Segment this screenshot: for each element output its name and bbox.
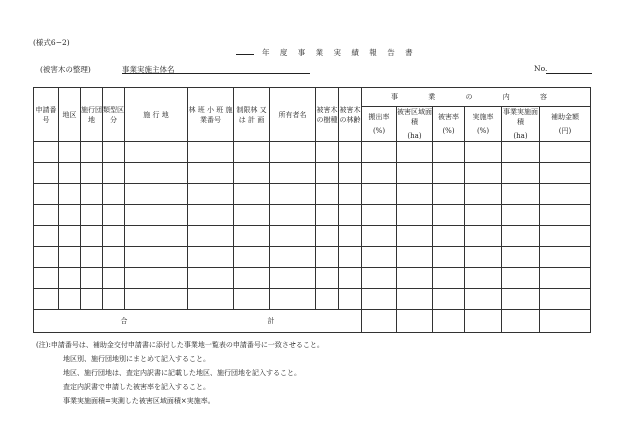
header-biz-area-label: 事業実施面積 (503, 108, 538, 126)
table-cell[interactable] (362, 184, 397, 205)
table-cell[interactable] (188, 184, 234, 205)
total-cell[interactable] (502, 310, 540, 333)
table-cell[interactable] (81, 289, 103, 310)
table-cell[interactable] (125, 226, 188, 247)
report-table (33, 87, 591, 333)
table-cell[interactable] (316, 142, 339, 163)
table-cell[interactable] (188, 268, 234, 289)
table-cell[interactable] (270, 142, 316, 163)
table-cell[interactable] (125, 142, 188, 163)
table-cell[interactable] (103, 163, 125, 184)
entity-label: 事業実施主体名 (122, 65, 175, 74)
header-app-no: 申請番号 (34, 88, 59, 142)
header-area-label: 被害区域面積 (397, 108, 432, 126)
table-cell[interactable] (188, 247, 234, 268)
table-cell[interactable] (433, 268, 465, 289)
table-cell[interactable] (81, 142, 103, 163)
table-cell[interactable] (270, 205, 316, 226)
table-row (34, 268, 591, 289)
table-cell[interactable] (339, 184, 362, 205)
table-cell[interactable] (433, 205, 465, 226)
table-cell[interactable] (316, 163, 339, 184)
table-cell[interactable] (81, 163, 103, 184)
header-forest: 林 班 小 班 施業番号 (188, 88, 234, 142)
table-cell[interactable] (502, 226, 540, 247)
table-cell[interactable] (125, 289, 188, 310)
table-cell[interactable] (270, 163, 316, 184)
table-cell[interactable] (34, 289, 59, 310)
table-cell[interactable] (465, 142, 502, 163)
table-row (34, 289, 591, 310)
table-row (34, 226, 591, 247)
table-cell[interactable] (362, 247, 397, 268)
table-cell[interactable] (465, 226, 502, 247)
table-cell[interactable] (59, 247, 81, 268)
header-subsidy (540, 107, 591, 142)
table-cell[interactable] (465, 205, 502, 226)
table-cell[interactable] (81, 226, 103, 247)
note-line: 査定内訳書で申請した被害率を記入すること。 (63, 383, 210, 391)
table-cell[interactable] (59, 289, 81, 310)
table-cell[interactable] (234, 184, 270, 205)
table-cell[interactable] (433, 247, 465, 268)
table-cell[interactable] (188, 205, 234, 226)
table-cell[interactable] (339, 142, 362, 163)
table-cell[interactable] (234, 205, 270, 226)
table-cell[interactable] (397, 268, 433, 289)
table-cell[interactable] (502, 289, 540, 310)
table-cell[interactable] (125, 205, 188, 226)
note-line: 地区別、施行団地別にまとめて記入すること。 (63, 355, 210, 363)
table-cell[interactable] (103, 226, 125, 247)
table-cell[interactable] (270, 247, 316, 268)
table-cell[interactable] (59, 226, 81, 247)
table-cell[interactable] (188, 289, 234, 310)
table-cell[interactable] (433, 226, 465, 247)
total-label-left: 合 (120, 317, 128, 325)
unit-biz-area: (ha) (513, 132, 528, 140)
table-cell[interactable] (339, 163, 362, 184)
table-cell[interactable] (362, 205, 397, 226)
unit-area: (ha) (407, 132, 422, 140)
table-row (34, 142, 591, 163)
total-row (34, 310, 591, 333)
table-cell[interactable] (81, 247, 103, 268)
table-cell[interactable] (433, 184, 465, 205)
table-cell[interactable] (125, 163, 188, 184)
table-cell[interactable] (103, 142, 125, 163)
table-cell[interactable] (34, 205, 59, 226)
table-cell[interactable] (540, 205, 591, 226)
table-cell[interactable] (397, 226, 433, 247)
table-cell[interactable] (81, 184, 103, 205)
total-cell[interactable] (540, 310, 591, 333)
table-cell[interactable] (125, 184, 188, 205)
table-cell[interactable] (59, 163, 81, 184)
note-line: (注):申請番号は、補助金交付申請書に添付した事業地一覧表の申請番号に一致させること。 (36, 341, 324, 349)
total-cell[interactable] (433, 310, 465, 333)
table-cell[interactable] (502, 184, 540, 205)
table-cell[interactable] (103, 205, 125, 226)
table-cell[interactable] (339, 268, 362, 289)
table-cell[interactable] (103, 247, 125, 268)
table-cell[interactable] (234, 226, 270, 247)
table-cell[interactable] (397, 142, 433, 163)
table-cell[interactable] (540, 142, 591, 163)
header-type: 類型区分 (103, 88, 125, 142)
table-cell[interactable] (234, 268, 270, 289)
unit-subsidy: (円) (558, 127, 572, 135)
table-cell[interactable] (465, 289, 502, 310)
total-cell[interactable] (397, 310, 433, 333)
header-biz-area (502, 107, 540, 142)
table-cell[interactable] (316, 289, 339, 310)
table-cell[interactable] (540, 247, 591, 268)
table-row (34, 247, 591, 268)
header-exec (465, 107, 502, 142)
header-thinning-label: 搬出率 (368, 113, 390, 121)
header-damage (433, 107, 465, 142)
table-cell[interactable] (339, 226, 362, 247)
total-cell[interactable] (362, 310, 397, 333)
document-title-text: 年 度 事 業 実 績 報 告 書 (262, 48, 417, 57)
table-cell[interactable] (34, 142, 59, 163)
table-cell[interactable] (316, 184, 339, 205)
table-cell[interactable] (81, 268, 103, 289)
table-cell[interactable] (34, 268, 59, 289)
table-cell[interactable] (397, 163, 433, 184)
table-cell[interactable] (103, 268, 125, 289)
table-cell[interactable] (59, 268, 81, 289)
table-cell[interactable] (339, 205, 362, 226)
table-cell[interactable] (34, 226, 59, 247)
header-owner: 所有者名 (270, 88, 316, 142)
table-cell[interactable] (339, 247, 362, 268)
table-cell[interactable] (502, 142, 540, 163)
unit-damage: (%) (442, 127, 455, 135)
table-row (34, 184, 591, 205)
table-cell[interactable] (103, 289, 125, 310)
table-cell[interactable] (540, 268, 591, 289)
table-cell[interactable] (397, 184, 433, 205)
table-cell[interactable] (234, 289, 270, 310)
note-line: 事業実施面積=実測した被害区域面積×実施率。 (63, 397, 215, 405)
total-label-cell (34, 310, 362, 333)
table-cell[interactable] (433, 289, 465, 310)
table-cell[interactable] (502, 268, 540, 289)
total-label-right: 計 (267, 317, 275, 325)
table-cell[interactable] (270, 226, 316, 247)
table-cell[interactable] (59, 184, 81, 205)
table-cell[interactable] (502, 163, 540, 184)
table-cell[interactable] (34, 247, 59, 268)
table-cell[interactable] (103, 184, 125, 205)
table-cell[interactable] (397, 247, 433, 268)
table-cell[interactable] (234, 142, 270, 163)
table-cell[interactable] (270, 268, 316, 289)
total-cell[interactable] (465, 310, 502, 333)
table-cell[interactable] (465, 163, 502, 184)
table-cell[interactable] (59, 205, 81, 226)
header-damage-label: 被害率 (438, 113, 459, 121)
table-cell[interactable] (540, 163, 591, 184)
table-cell[interactable] (81, 205, 103, 226)
table-cell[interactable] (234, 163, 270, 184)
header-subsidy-label: 補助金額 (551, 113, 579, 121)
table-cell[interactable] (188, 226, 234, 247)
table-cell[interactable] (433, 163, 465, 184)
header-district: 地区 (59, 88, 81, 142)
number-label: No. (534, 64, 548, 73)
notes (36, 338, 324, 408)
header-area (397, 107, 433, 142)
table-cell[interactable] (270, 184, 316, 205)
unit-exec: (%) (476, 127, 490, 135)
document-title (236, 47, 417, 58)
header-content: 事 業 の 内 容 (362, 88, 591, 107)
table-cell[interactable] (362, 142, 397, 163)
table-cell[interactable] (397, 205, 433, 226)
document-subtitle: (被害木の整理) (40, 65, 91, 74)
table-cell[interactable] (316, 268, 339, 289)
table-cell[interactable] (316, 226, 339, 247)
table-cell[interactable] (465, 268, 502, 289)
table-cell[interactable] (465, 247, 502, 268)
header-age: 被害木の林齢 (339, 88, 362, 142)
table-cell[interactable] (502, 205, 540, 226)
table-cell[interactable] (188, 163, 234, 184)
table-cell[interactable] (540, 184, 591, 205)
table-cell[interactable] (339, 289, 362, 310)
table-cell[interactable] (270, 289, 316, 310)
table-cell[interactable] (362, 163, 397, 184)
note-line: 地区、施行団地は、査定内訳書に記載した地区、施行団地を記入すること。 (63, 369, 301, 377)
table-row (34, 163, 591, 184)
header-group: 施行団地 (81, 88, 103, 142)
table-cell[interactable] (433, 142, 465, 163)
table-cell[interactable] (397, 289, 433, 310)
table-cell[interactable] (540, 289, 591, 310)
table-body (34, 142, 591, 310)
table-cell[interactable] (316, 205, 339, 226)
year-blank (236, 54, 254, 55)
table-cell[interactable] (188, 142, 234, 163)
header-location: 施 行 地 (125, 88, 188, 142)
table-cell[interactable] (59, 142, 81, 163)
table-cell[interactable] (234, 247, 270, 268)
table-cell[interactable] (540, 226, 591, 247)
table-cell[interactable] (362, 226, 397, 247)
table-cell[interactable] (34, 163, 59, 184)
header-exec-label: 実施率 (472, 113, 494, 121)
header-restriction: 制限林 又 は 計 画 (234, 88, 270, 142)
table-cell[interactable] (502, 247, 540, 268)
table-cell[interactable] (316, 247, 339, 268)
table-cell[interactable] (362, 289, 397, 310)
table-cell[interactable] (125, 268, 188, 289)
table-cell[interactable] (125, 247, 188, 268)
table-row (34, 205, 591, 226)
header-thinning (362, 107, 397, 142)
form-number: (様式6−2) (33, 38, 70, 47)
table-cell[interactable] (34, 184, 59, 205)
unit-thinning: (%) (372, 127, 386, 135)
number-underline (546, 73, 592, 74)
entity-underline (122, 73, 310, 74)
header-species: 被害木の樹種 (316, 88, 339, 142)
table-cell[interactable] (362, 268, 397, 289)
table-cell[interactable] (465, 184, 502, 205)
